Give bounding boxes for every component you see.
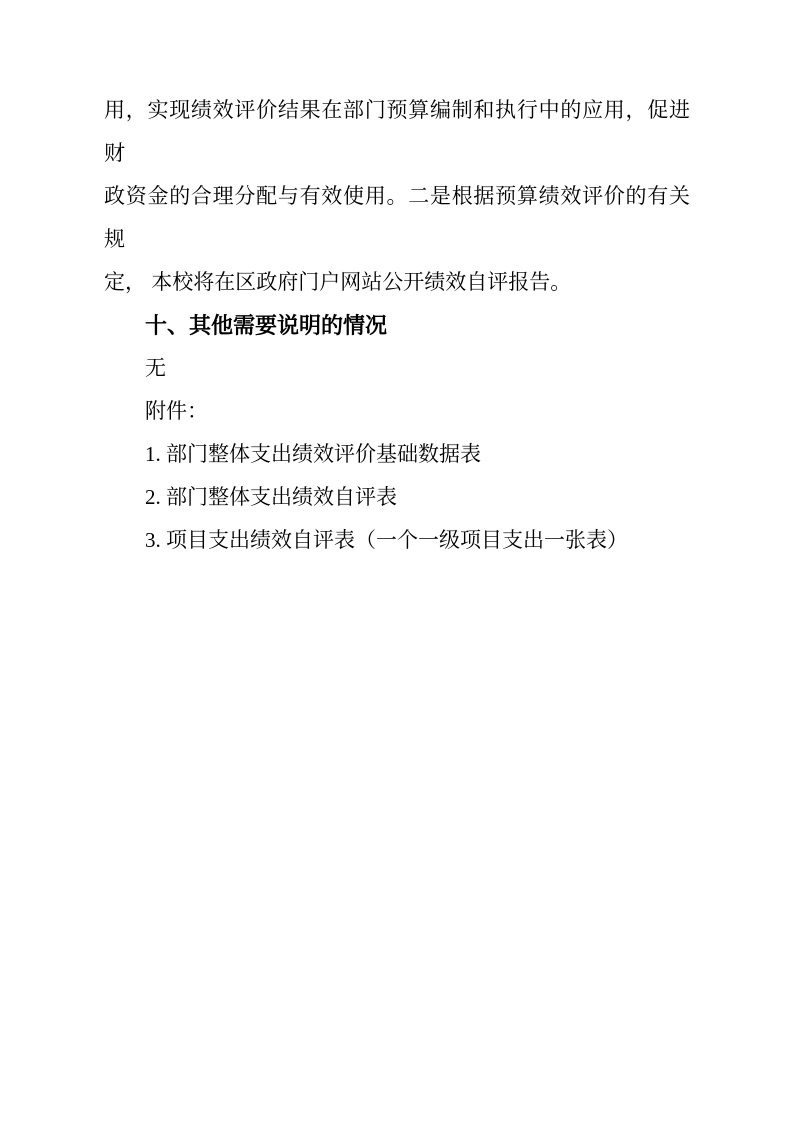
paragraph-line-3: 定， 本校将在区政府门户网站公开绩效自评报告。 <box>104 270 572 294</box>
paragraph-line-2: 政资金的合理分配与有效使用。二是根据预算绩效评价的有关规 <box>104 184 690 251</box>
attachments-label: 附件： <box>145 399 208 423</box>
section-heading: 十、其他需要说明的情况 <box>145 313 388 338</box>
attachment-item-2: 2. 部门整体支出绩效自评表 <box>145 485 397 509</box>
section-body-none: 无 <box>145 356 166 380</box>
body-paragraph <box>104 89 690 304</box>
attachment-item-1: 1. 部门整体支出绩效评价基础数据表 <box>145 442 481 466</box>
attachment-item-3: 3. 项目支出绩效自评表（一个一级项目支出一张表） <box>145 528 628 552</box>
paragraph-line-1: 用，实现绩效评价结果在部门预算编制和执行中的应用，促进财 <box>104 98 690 165</box>
document-content <box>104 89 690 562</box>
